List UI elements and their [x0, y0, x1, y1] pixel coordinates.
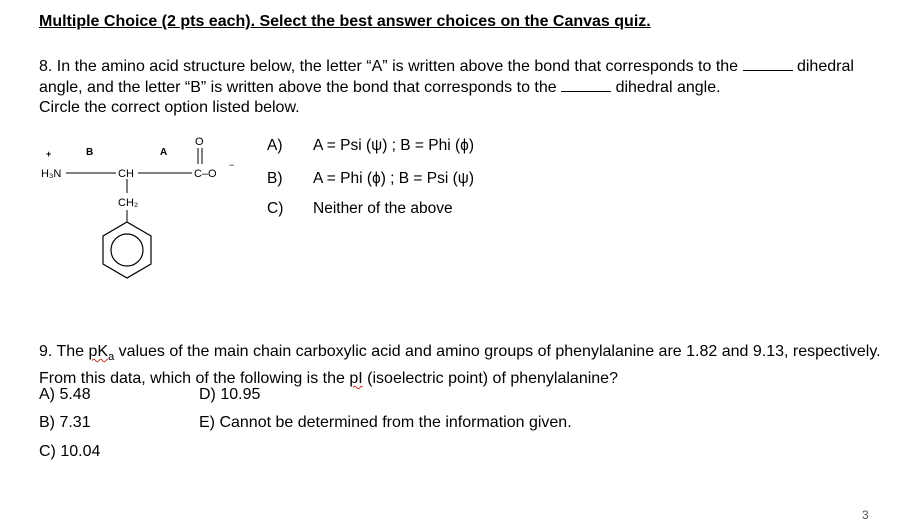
option-a-text[interactable]: A = Psi (ψ) ; B = Phi (ϕ)	[313, 137, 474, 154]
answer-a[interactable]: A) 5.48	[39, 386, 91, 403]
question-8-instruction: Circle the correct option listed below.	[39, 99, 300, 116]
option-b-text[interactable]: A = Phi (ϕ) ; B = Psi (ψ)	[313, 170, 474, 187]
aromatic-circle	[111, 234, 143, 266]
amine-group: H₃N	[41, 168, 62, 180]
option-b-letter[interactable]: B)	[267, 170, 283, 187]
pka-symbol: pK	[88, 343, 109, 360]
answer-e[interactable]: E) Cannot be determined from the information given.	[199, 414, 572, 431]
pka-term	[88, 343, 115, 364]
carbonyl-oxygen: O	[195, 136, 204, 148]
question-8-text	[39, 56, 871, 118]
question-9-text	[39, 341, 889, 389]
benzene-ring	[103, 222, 151, 278]
carboxyl-group: C–O	[194, 168, 217, 180]
option-a-letter[interactable]: A)	[267, 137, 283, 154]
alpha-carbon: CH	[118, 168, 134, 180]
answer-b[interactable]: B) 7.31	[39, 414, 91, 431]
side-chain-ch2: CH₂	[118, 197, 139, 209]
question-9-body: values of the main chain carboxylic acid and amino groups of phenylalanine are 1.82 and 9.13, respectively. From this data, which of the following is the	[39, 343, 881, 388]
question-8-line-2: dihedral angle, and the letter “B” is written above the bond that corresponds to the	[39, 58, 854, 96]
question-9-intro: 9. The	[39, 343, 89, 360]
blank-a	[743, 56, 793, 71]
question-8-line-1: 8. In the amino acid structure below, the letter “A” is written above the bond that corresponds to the	[39, 58, 739, 75]
bond-label-a: A	[160, 147, 168, 158]
phenylalanine-structure	[0, 130, 270, 295]
answer-c[interactable]: C) 10.04	[39, 443, 101, 460]
charge-plus: +	[46, 149, 52, 159]
question-8-line-3: dihedral angle.	[615, 79, 721, 96]
option-c-letter[interactable]: C)	[267, 200, 284, 217]
pka-subscript: a	[108, 351, 115, 364]
answer-d[interactable]: D) 10.95	[199, 386, 261, 403]
section-heading: Multiple Choice (2 pts each). Select the best answer choices on the Canvas quiz.	[39, 13, 651, 30]
blank-b	[561, 77, 611, 92]
pi-term: pI	[349, 370, 363, 388]
carboxyl-charge: −	[229, 160, 235, 170]
bond-label-b: B	[86, 147, 94, 158]
option-c-text[interactable]: Neither of the above	[313, 200, 453, 217]
question-9-end: (isoelectric point) of phenylalanine?	[362, 370, 618, 388]
page-number: 3	[862, 508, 869, 522]
